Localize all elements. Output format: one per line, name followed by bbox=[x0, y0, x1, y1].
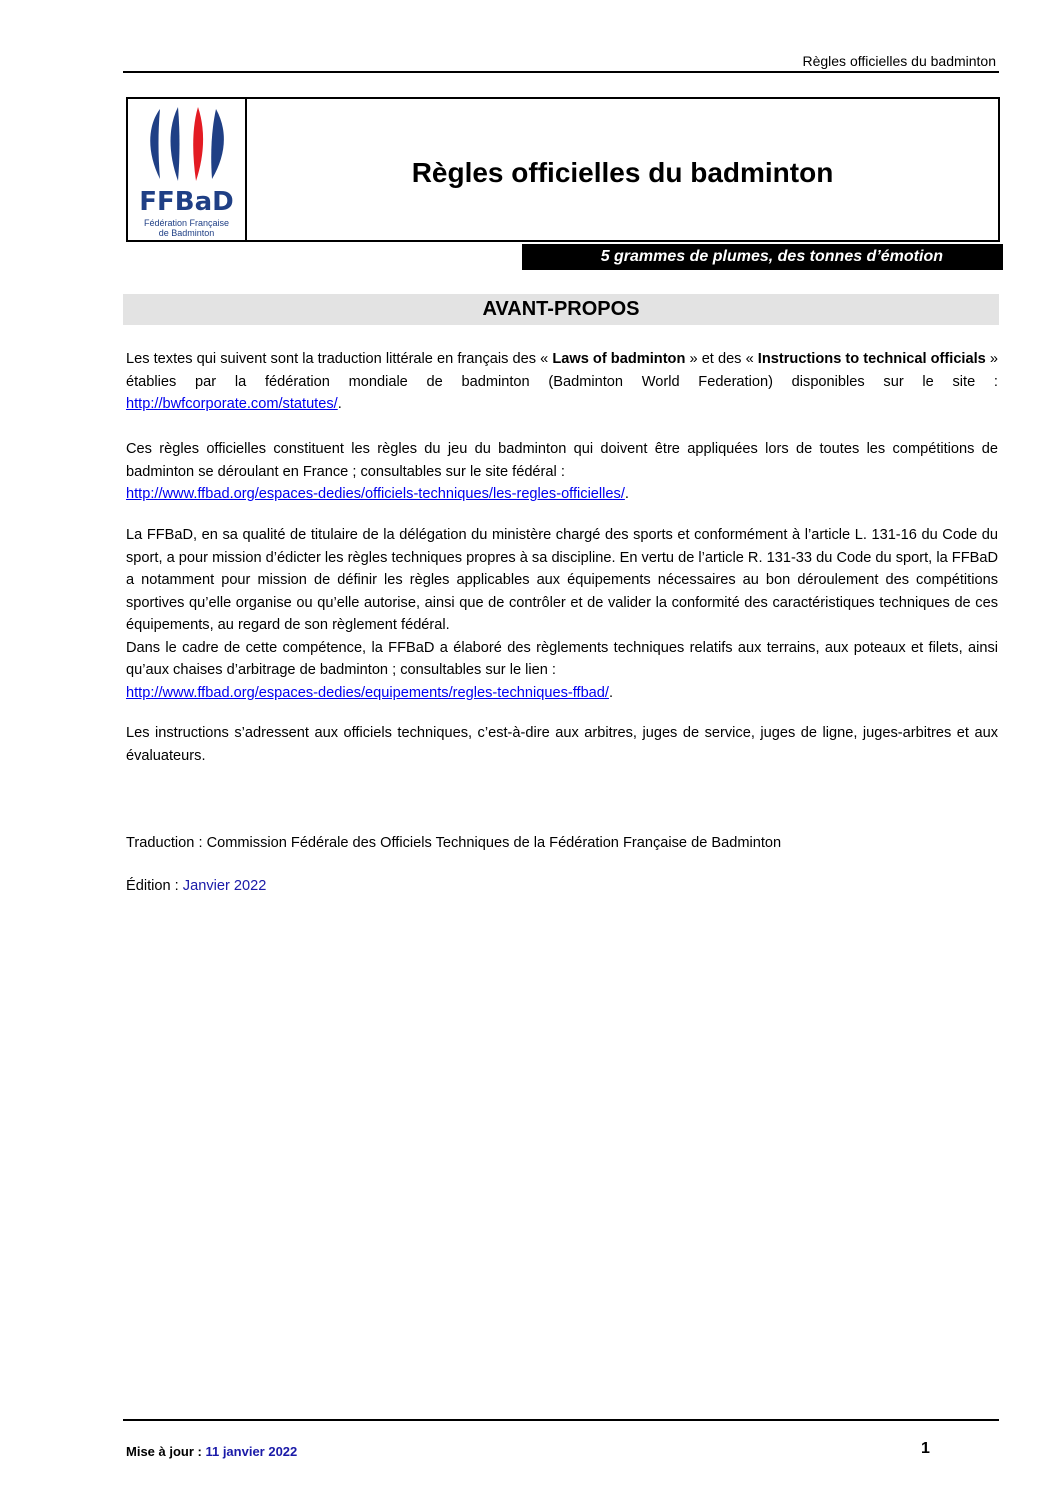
title-box bbox=[126, 97, 1000, 242]
footer-update-label: Mise à jour : bbox=[126, 1444, 206, 1459]
tagline: 5 grammes de plumes, des tonnes d’émotion bbox=[522, 244, 1003, 270]
bwf-statutes-link[interactable]: http://bwfcorporate.com/statutes/ bbox=[126, 396, 338, 412]
p5-text: Les instructions s’adressent aux officiels techniques, c’est-à-dire aux arbitres, juges de service, juges de ligne, juges-arbitres et aux évaluateurs. bbox=[126, 725, 998, 764]
edition-label: Édition : bbox=[126, 878, 183, 894]
section-heading: AVANT-PROPOS bbox=[123, 294, 999, 325]
p1-text-e: » établies par la fédération mondiale de badminton (Badminton World Federation) disponibles sur le site : bbox=[126, 351, 998, 390]
page-number: 1 bbox=[921, 1440, 930, 1457]
edition-line bbox=[126, 875, 998, 898]
paragraph-1 bbox=[126, 348, 998, 416]
p1-instructions-title: Instructions to technical officials bbox=[757, 351, 986, 367]
translation-credit: Traduction : Commission Fédérale des Officiels Techniques de la Fédération Française de Badminton bbox=[126, 835, 782, 851]
footer-update-date: 11 janvier 2022 bbox=[205, 1444, 298, 1459]
document-title: Règles officielles du badminton bbox=[411, 157, 834, 188]
logo-subtitle-line-1: Fédération Française bbox=[143, 218, 230, 228]
paragraph-2 bbox=[126, 438, 998, 506]
logo-subtitle-line-2: de Badminton bbox=[158, 228, 215, 238]
p1-text-c: » et des « bbox=[685, 351, 758, 367]
footer-update bbox=[126, 1443, 297, 1461]
p2-end: . bbox=[624, 486, 629, 502]
p3-text: La FFBaD, en sa qualité de titulaire de la délégation du ministère chargé des sports et conformément à l’article L. 131-16 du Code du sport, a pour mission d’édicter les règles techniques propres à sa discipline. En vertu de l’article R. 131-33 du Code du sport, la FFBaD a notamment pour mission de définir les règles applicables aux équipements nécessaires au bon déroulement des compétitions sportives qu’elle organise ou qu’elle autorise, ainsi que de contrôler et de valider la conformité des caractéristiques techniques de ces équipements, au regard de son règlement fédéral. bbox=[126, 527, 998, 633]
p4-end: . bbox=[608, 684, 614, 701]
p1-end: . bbox=[337, 396, 342, 412]
p4-text: Dans le cadre de cette compétence, la FFBaD a élaboré des règlements techniques relatifs aux terrains, aux poteaux et filets, ainsi qu’aux chaises d’arbitrage de badminton ; consultables sur le lien : bbox=[126, 639, 998, 678]
shuttlecock-feathers-icon bbox=[146, 105, 230, 187]
header-rule bbox=[123, 71, 999, 73]
logo-subtitle bbox=[128, 218, 245, 238]
p1-text-a: Les textes qui suivent sont la traduction littérale en français des « bbox=[126, 351, 553, 367]
footer-rule bbox=[123, 1419, 999, 1421]
ffbad-logo bbox=[128, 99, 247, 240]
running-header: Règles officielles du badminton bbox=[802, 53, 996, 69]
regles-techniques-link[interactable]: http://www.ffbad.org/espaces-dedies/equipements/regles-techniques-ffbad/ bbox=[126, 684, 609, 701]
paragraph-3 bbox=[126, 524, 998, 704]
paragraph-5 bbox=[126, 722, 998, 767]
p2-text: Ces règles officielles constituent les règles du jeu du badminton qui doivent être appliquées lors de toutes les compétitions de badminton se déroulant en France ; consultables sur le site fédéral : bbox=[126, 441, 998, 480]
regles-officielles-link[interactable]: http://www.ffbad.org/espaces-dedies/officiels-techniques/les-regles-officielles/ bbox=[126, 486, 625, 502]
logo-wordmark: FFBaD bbox=[139, 187, 234, 217]
edition-value: Janvier 2022 bbox=[182, 878, 267, 894]
p1-laws-title: Laws of badminton bbox=[552, 351, 686, 367]
